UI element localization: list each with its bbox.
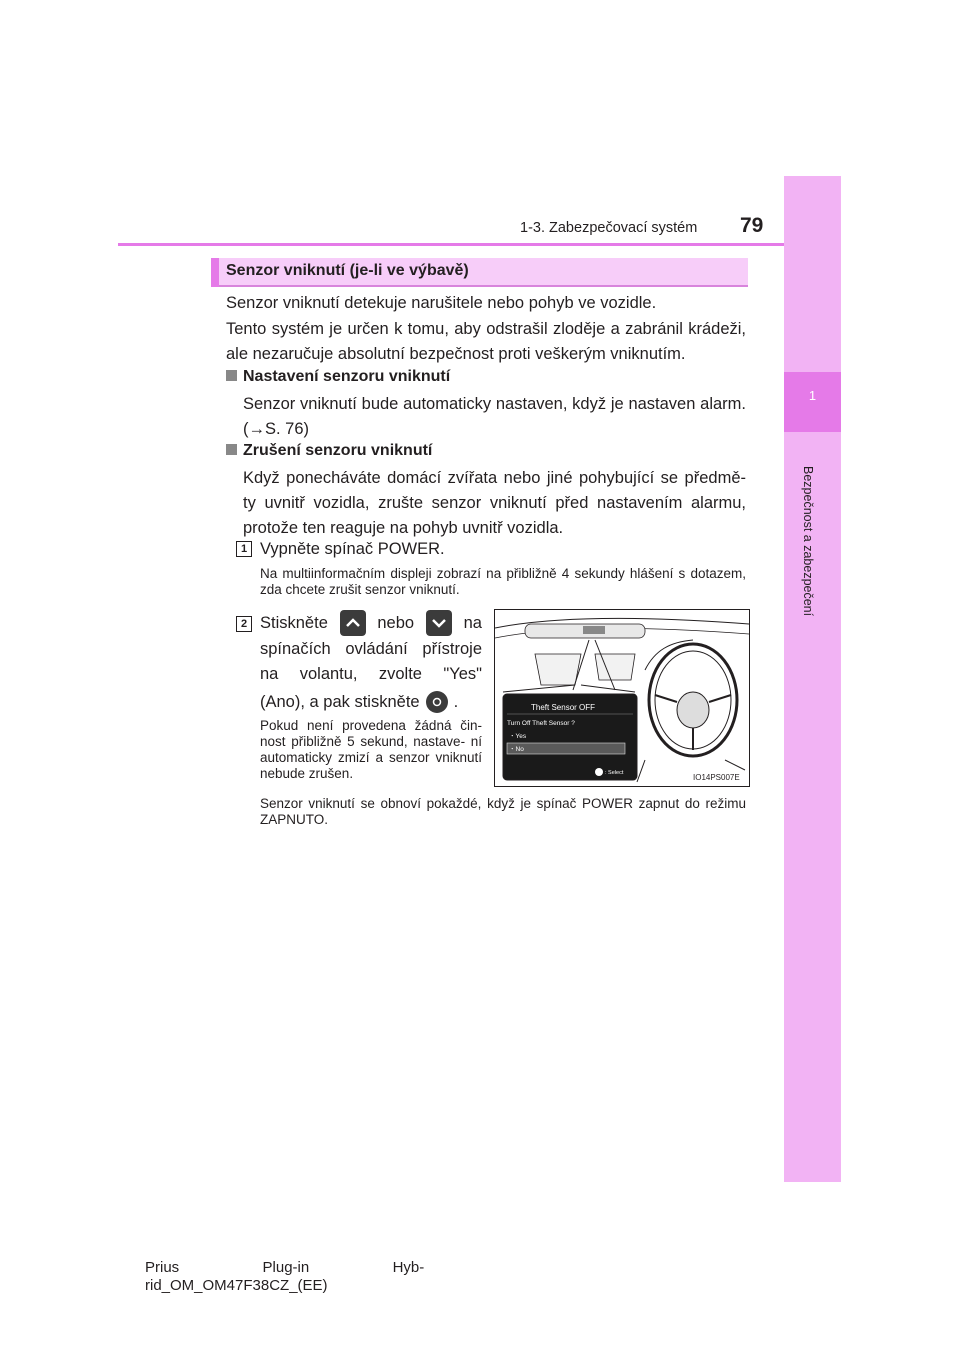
step2-text-block: [260, 609, 482, 717]
cancel-subheading: [226, 442, 746, 460]
screen-select-hint: : Select: [605, 770, 624, 776]
screen-option-no-highlight: [507, 743, 625, 754]
step-number-1: 1: [236, 541, 252, 557]
screen-option-yes: ・Yes: [509, 733, 527, 740]
step1-text: Vypněte spínač POWER.: [260, 540, 445, 558]
chapter-label: Bezpečnost a zabezpečení: [801, 466, 815, 617]
step2-line4-b: .: [453, 692, 459, 711]
ok-button-icon: [426, 691, 448, 713]
step2-line2: spínačích ovládání přístroje: [260, 640, 482, 658]
chapter-number: 1: [808, 388, 817, 403]
step1-note: Na multiinformačním displeji zobrazí na přibližně 4 sekundy hlášení s dotazem, zda chcete zrušit senzor vniknutí.: [260, 566, 746, 597]
footer-line-1: Prius Plug-in Hyb-: [145, 1259, 425, 1276]
screen-option-no: ・No: [509, 746, 524, 753]
cancel-paragraph: Když ponecháváte domácí zvířata nebo jiné pohybující se předmě- ty uvnitř vozidla, zrušte senzor vniknutí před nastavením alarmu, protože ten reaguje na pohyb uvnitř vozidla.: [243, 469, 746, 537]
intro-paragraph-2: Tento systém je určen k tomu, aby odstrašil zloděje a zabránil krádeži, ale nezaručuje absolutní bezpečnost proti veškerým vniknutím.: [226, 320, 746, 363]
section-heading: [211, 258, 748, 287]
arrow-icon: →: [248, 420, 265, 438]
step2-line4: [260, 687, 482, 717]
dashboard-illustration: [494, 609, 750, 787]
step-number-2: 2: [236, 616, 252, 632]
illustration-code: IO14PS007E: [693, 773, 740, 782]
screen-ok-icon: [595, 768, 603, 776]
settings-paragraph: [243, 392, 746, 442]
step2-line3: na volantu, zvolte "Yes": [260, 665, 482, 683]
cancel-title: Zrušení senzoru vniknutí: [243, 442, 433, 459]
section-title: 1-3. Zabezpečovací systém: [520, 220, 698, 236]
settings-title: Nastavení senzoru vniknutí: [243, 368, 451, 385]
settings-subheading: [226, 368, 746, 386]
step2-line4-a: (Ano), a pak stiskněte: [260, 692, 420, 711]
step2-line1-b: nebo: [377, 613, 415, 632]
chapter-side-strip: [784, 176, 841, 1182]
section-heading-text: Senzor vniknutí (je-li ve výbavě): [226, 262, 469, 279]
footer: [145, 1259, 424, 1295]
step2-line1-a: Stiskněte: [260, 613, 328, 632]
header-divider: [118, 243, 784, 246]
footer-line-2: rid_OM_OM47F38CZ_(EE): [145, 1277, 328, 1294]
page-number: 79: [740, 214, 764, 237]
step2-line1-c: na: [463, 613, 482, 632]
heading-accent-bar: [211, 258, 219, 287]
settings-text-a: Senzor vniknutí bude automaticky nastaven, když je nastaven alarm. (: [243, 395, 746, 438]
screen-title: Theft Sensor OFF: [531, 703, 596, 712]
square-bullet-icon: [226, 370, 237, 381]
page-reference-link[interactable]: S. 76): [265, 420, 310, 438]
dashboard-drawing: [495, 610, 749, 786]
down-arrow-button-icon: [426, 610, 452, 636]
intro-paragraph-1: Senzor vniknutí detekuje narušitele nebo pohyb ve vozidle.: [226, 294, 657, 312]
step2-line1: [260, 609, 482, 637]
step2-note: Pokud není provedena žádná čin- nost přibližně 5 sekund, nastave- ní automaticky zmizí a senzor vniknutí nebude zrušen.: [260, 718, 482, 781]
up-arrow-button-icon: [340, 610, 366, 636]
square-bullet-icon: [226, 444, 237, 455]
step2-note-2: Senzor vniknutí se obnoví pokaždé, když je spínač POWER zapnut do režimu ZAPNUTO.: [260, 796, 746, 827]
screen-question: Turn Off Theft Sensor ?: [507, 720, 575, 727]
